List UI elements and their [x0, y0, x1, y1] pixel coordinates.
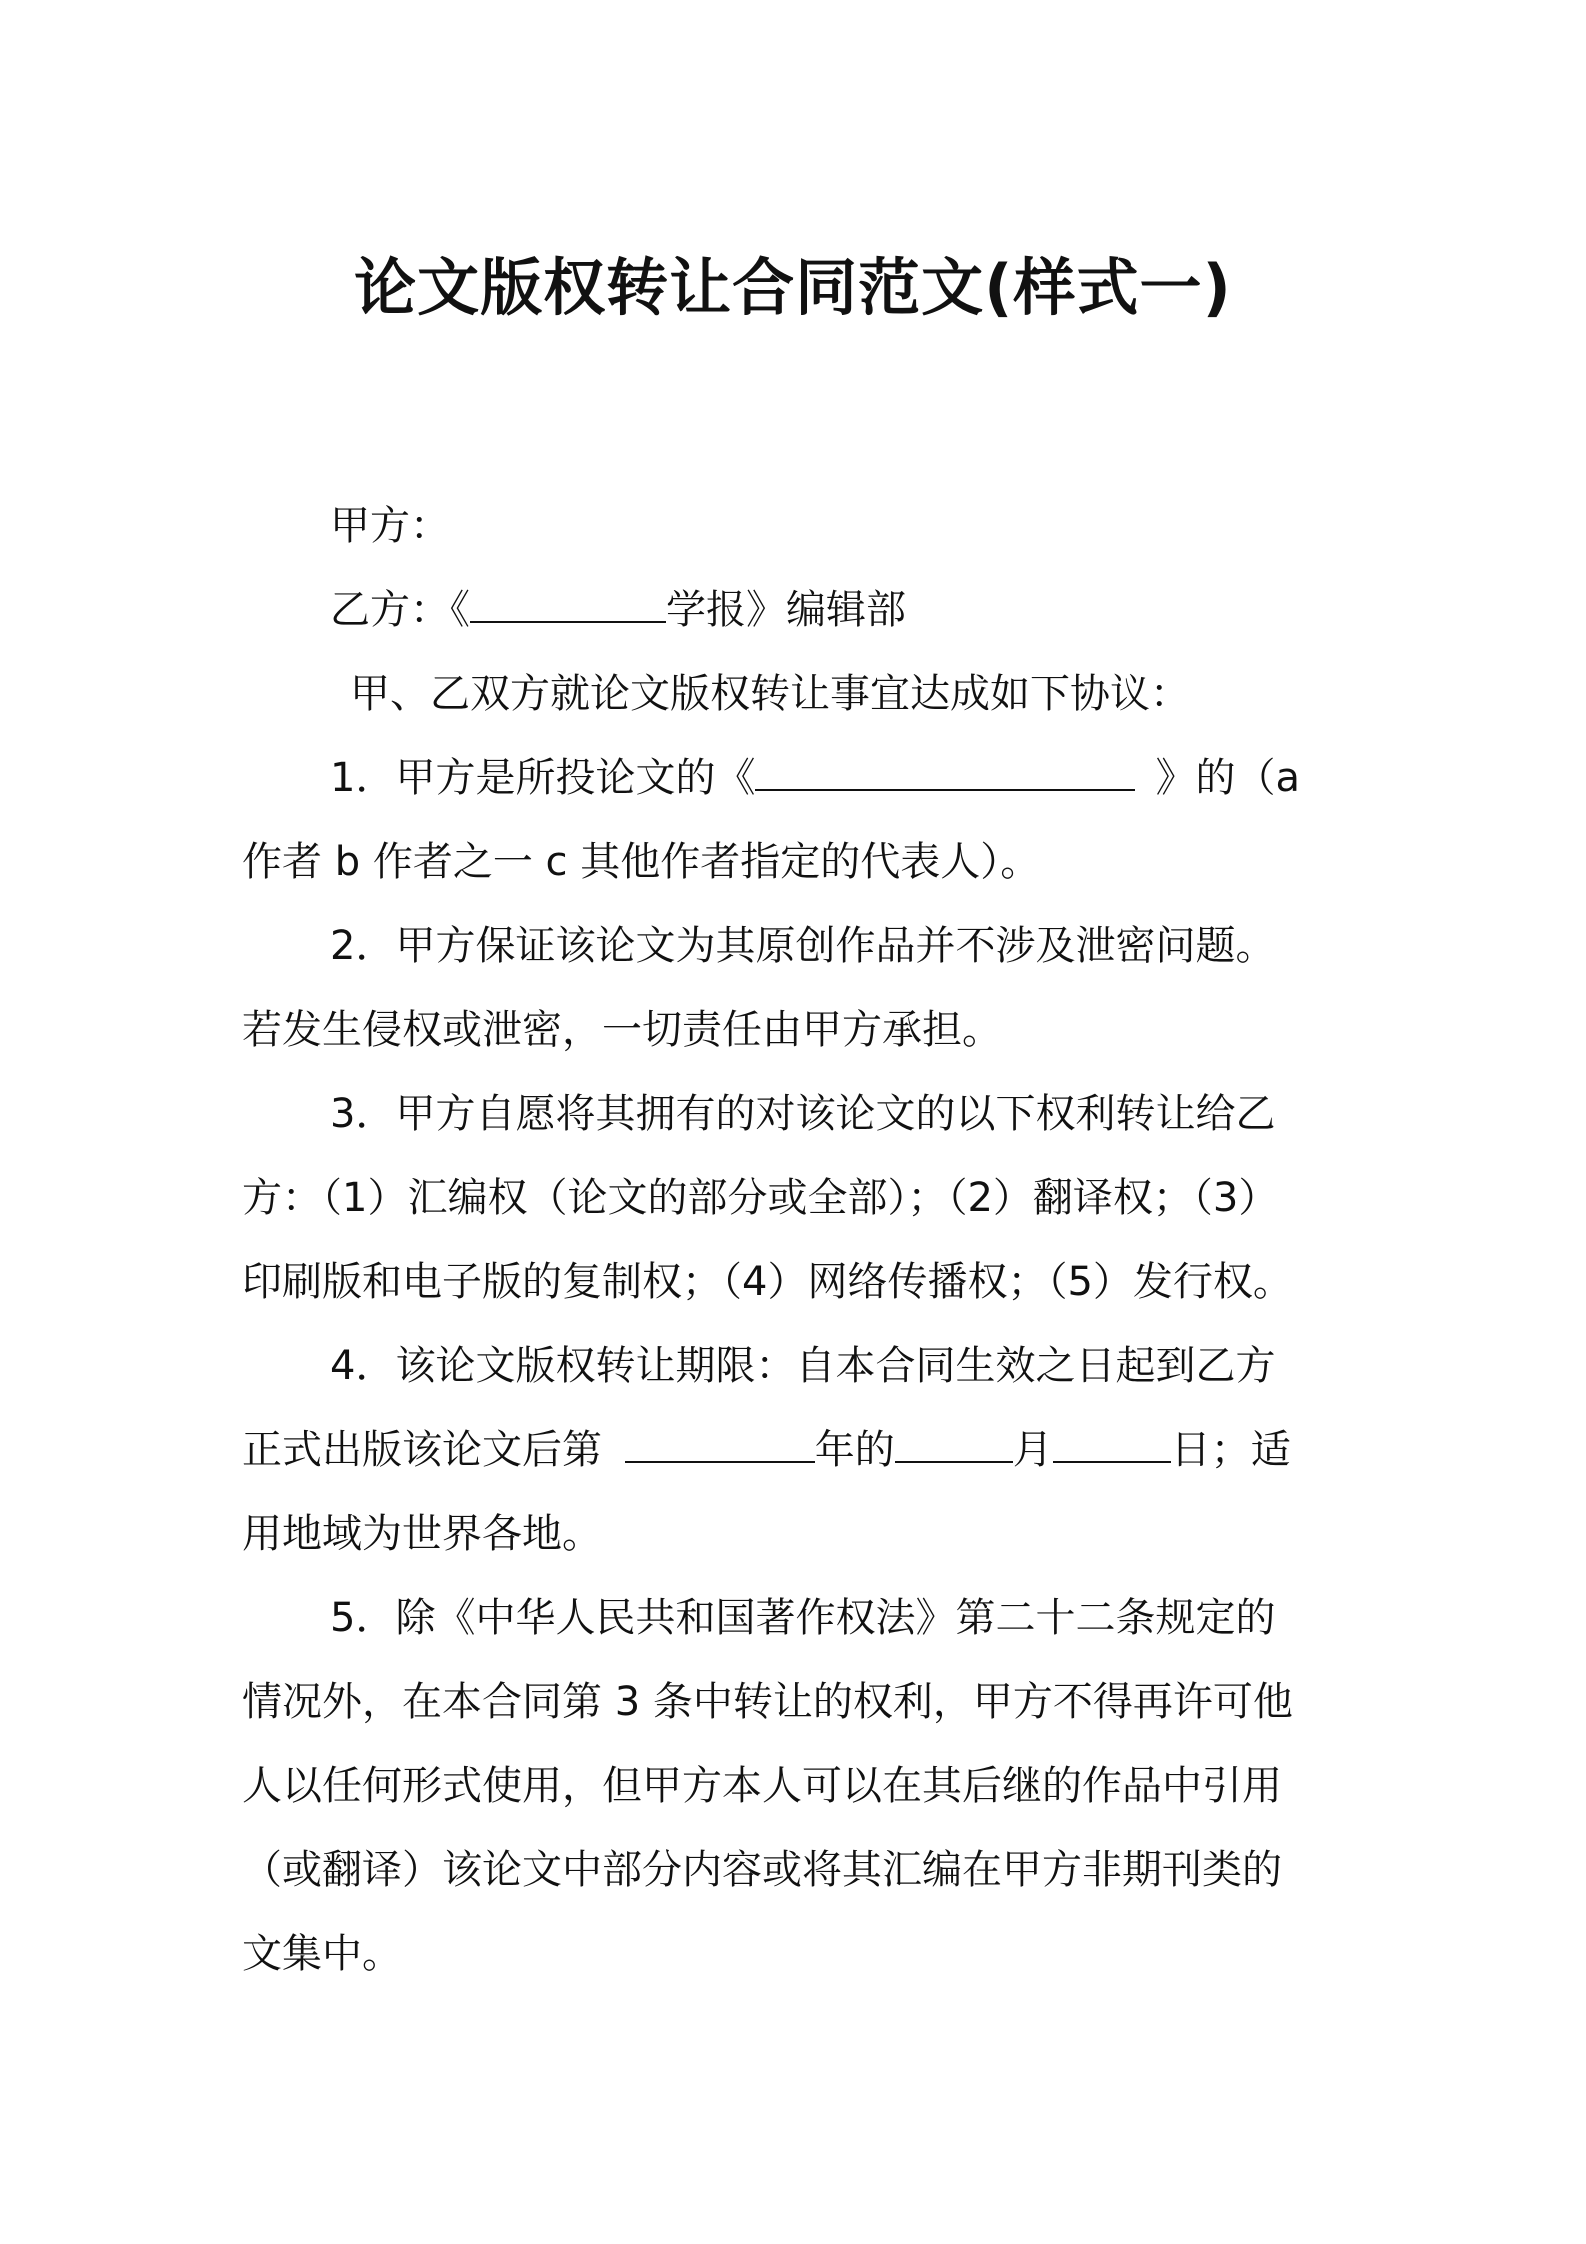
- clause-5-line-1: [242, 1576, 1352, 1660]
- clause-5-line-4: [242, 1828, 1352, 1912]
- clause-4-text-2c: 月: [1012, 1427, 1053, 1473]
- clause-5-line-5: [242, 1912, 1352, 1996]
- party-b-prefix: 乙方：《: [330, 587, 470, 633]
- clause-4-text-2d: 日；适: [1170, 1427, 1291, 1473]
- day-blank: [1053, 1429, 1171, 1463]
- clause-4-line-3: [242, 1492, 1352, 1576]
- clause-5-text-3: 人以任何形式使用，但甲方本人可以在其后继的作品中引用: [242, 1763, 1282, 1809]
- clause-2-line-2: [242, 988, 1352, 1072]
- party-b-suffix: 学报》编辑部: [666, 587, 906, 633]
- clause-1-prefix: 1．甲方是所投论文的《: [330, 755, 756, 801]
- clause-1-text-2: 作者 b 作者之一 c 其他作者指定的代表人）。: [242, 839, 1041, 885]
- clause-4-line-1: [242, 1324, 1352, 1408]
- journal-name-blank: [470, 589, 666, 623]
- clause-3-text-3: 印刷版和电子版的复制权；（4）网络传播权；（5）发行权。: [242, 1259, 1293, 1305]
- month-blank: [895, 1429, 1013, 1463]
- clause-5-line-3: [242, 1744, 1352, 1828]
- clause-4-text-2b: 年的: [814, 1427, 895, 1473]
- clause-1-line-1: [242, 736, 1352, 820]
- clause-5-text-5: 文集中。: [242, 1931, 402, 1977]
- clause-4-text-1: 4．该论文版权转让期限：自本合同生效之日起到乙方: [330, 1343, 1276, 1389]
- clause-1-line-2: [242, 820, 1352, 904]
- document-title: 论文版权转让合同范文(样式一): [354, 251, 1232, 324]
- year-blank: [625, 1429, 815, 1463]
- party-a-line: [242, 484, 1352, 568]
- clause-3-line-3: [242, 1240, 1352, 1324]
- clause-4-text-2a: 正式出版该论文后第: [242, 1427, 615, 1473]
- party-b-line: [242, 568, 1352, 652]
- intro-line: [242, 652, 1352, 736]
- clause-3-text-1: 3．甲方自愿将其拥有的对该论文的以下权利转让给乙: [330, 1091, 1276, 1137]
- clause-5-line-2: [242, 1660, 1352, 1744]
- clause-4-text-3: 用地域为世界各地。: [242, 1511, 602, 1557]
- clause-2-text-1: 2．甲方保证该论文为其原创作品并不涉及泄密问题。: [330, 923, 1276, 969]
- clause-3-text-2: 方：（1）汇编权（论文的部分或全部）；（2）翻译权；（3）: [242, 1175, 1279, 1221]
- clause-2-text-2: 若发生侵权或泄密，一切责任由甲方承担。: [242, 1007, 1002, 1053]
- clause-1-suffix: 》的（a: [1155, 755, 1300, 801]
- intro-text: 甲、乙双方就论文版权转让事宜达成如下协议：: [350, 671, 1190, 717]
- clause-5-text-2: 情况外，在本合同第 3 条中转让的权利，甲方不得再许可他: [242, 1679, 1293, 1725]
- paper-title-blank: [755, 757, 1135, 791]
- clause-4-line-2: [242, 1408, 1352, 1492]
- party-a-label: 甲方：: [330, 503, 450, 549]
- clause-3-line-2: [242, 1156, 1352, 1240]
- clause-3-line-1: [242, 1072, 1352, 1156]
- clause-5-text-1: 5．除《中华人民共和国著作权法》第二十二条规定的: [330, 1595, 1276, 1641]
- clause-2-line-1: [242, 904, 1352, 988]
- clause-5-text-4: （或翻译）该论文中部分内容或将其汇编在甲方非期刊类的: [242, 1847, 1282, 1893]
